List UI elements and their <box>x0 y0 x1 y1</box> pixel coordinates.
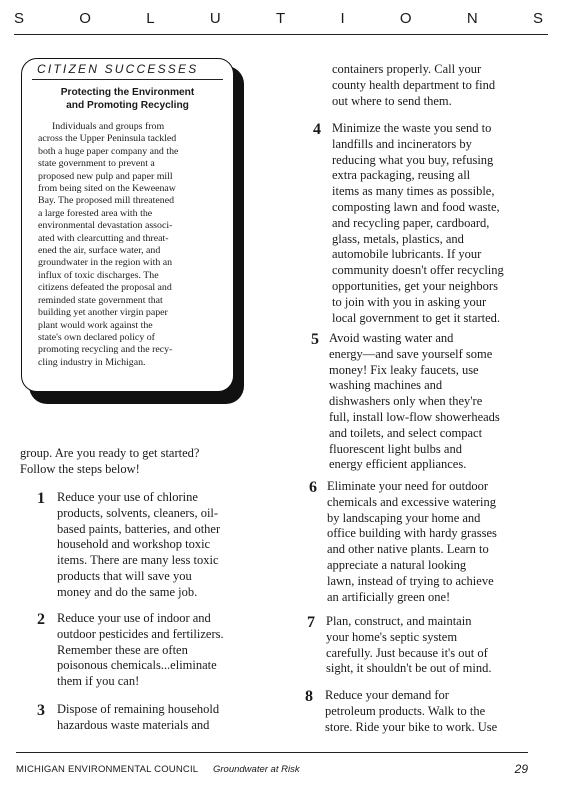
header-rule <box>14 34 548 35</box>
box-body-line: across the Upper Peninsula tackled <box>38 133 177 145</box>
box-body-line: promoting recycling and the recy- <box>38 344 173 356</box>
step-line: and toilets, and select compact <box>329 425 483 440</box>
step-line: reducing what you buy, refusing <box>332 152 494 167</box>
step-number: 7 <box>307 614 315 631</box>
step-line: poisonous chemicals...eliminate <box>57 658 217 673</box>
header-letter: O <box>79 10 92 27</box>
step-line: dishwashers only when they're <box>329 394 483 409</box>
step-line: store. Ride your bike to work. Use <box>325 719 498 734</box>
step-number: 2 <box>37 611 45 628</box>
box-body-line: both a huge paper company and the <box>38 145 179 157</box>
step-text <box>327 479 497 605</box>
intro-paragraph <box>20 446 199 478</box>
step-line: office building with hardy grasses <box>327 526 497 541</box>
box-body-line: reminded state government that <box>38 294 163 306</box>
box-body-line: from being sited on the Keweenaw <box>38 183 176 195</box>
step-line: Avoid wasting water and <box>329 331 454 345</box>
step-line: your home's septic system <box>326 629 458 644</box>
box-body-line: plant would work against the <box>38 319 153 331</box>
step-line: Reduce your use of chlorine <box>57 490 198 504</box>
box-body-line: groundwater in the region with an <box>38 257 173 269</box>
box-body-line: proposed new pulp and paper mill <box>38 170 173 182</box>
step-line: glass, metals, plastics, and <box>332 231 464 246</box>
box-body-line: Individuals and groups from <box>52 121 165 132</box>
box-body-line: Bay. The proposed mill threatened <box>38 195 175 207</box>
step-text <box>332 121 504 326</box>
step-line: and recycling paper, cardboard, <box>332 215 490 230</box>
step-line: an artificially green one! <box>327 589 451 604</box>
continued-paragraph <box>332 62 495 109</box>
header-letter: N <box>466 10 479 27</box>
step-line: them if you can! <box>57 674 140 689</box>
step-text <box>57 490 220 601</box>
step-line: products that will save you <box>57 568 192 583</box>
header-letter: T <box>276 10 287 27</box>
step-line: to join with you in asking your <box>332 294 487 309</box>
step-line: and other native plants. Learn to <box>327 542 489 557</box>
header-letter: I <box>340 10 346 27</box>
box-title <box>30 86 225 112</box>
step-line: local government to get it started. <box>332 310 501 325</box>
header-letter: L <box>146 10 156 27</box>
step-number: 4 <box>313 121 321 138</box>
step-text <box>57 702 219 734</box>
box-title-line: and Promoting Recycling <box>66 100 189 111</box>
step-line: outdoor pesticides and fertilizers. <box>57 626 224 641</box>
step-number: 3 <box>37 702 45 719</box>
box-body <box>38 121 221 369</box>
box-body-line: cling industry in Michigan. <box>38 356 146 368</box>
step-line: by landscaping your home and <box>327 510 481 525</box>
step-line: items. There are many less toxic <box>57 553 219 568</box>
step-line: community doesn't offer recycling <box>332 263 504 278</box>
box-body-line: citizens defeated the proposal and <box>38 282 172 294</box>
step-line: Plan, construct, and maintain <box>326 614 472 628</box>
intro-line: group. Are you ready to get started? <box>20 446 200 460</box>
step-line: products, solvents, cleaners, oil- <box>57 505 219 520</box>
box-kicker: CITIZEN SUCCESSES <box>37 62 199 76</box>
header-letter: O <box>399 10 413 27</box>
step-line: energy efficient appliances. <box>329 457 467 472</box>
footer-organization: MICHIGAN ENVIRONMENTAL COUNCIL <box>16 764 199 775</box>
page-footer <box>16 762 528 778</box>
step-line: money! Fix leaky faucets, use <box>329 362 479 377</box>
step-line: Eliminate your need for outdoor <box>327 479 489 493</box>
footer-rule <box>16 752 528 753</box>
step-line: carefully. Just because it's out of <box>326 645 488 660</box>
header-letter: S <box>532 10 544 27</box>
section-header <box>14 10 544 30</box>
box-body-line: a large forested area with the <box>38 207 153 219</box>
header-letter: U <box>209 10 222 27</box>
page-number: 29 <box>514 762 528 776</box>
header-letter: S <box>14 10 26 27</box>
intro-line: Follow the steps below! <box>20 461 140 476</box>
step-line: Reduce your use of indoor and <box>57 611 211 625</box>
step-line: Remember these are often <box>57 642 188 657</box>
box-body-line: ated with clearcutting and threat- <box>38 232 169 244</box>
step-line: composting lawn and food waste, <box>332 199 500 214</box>
step-line: sight, it shouldn't be out of mind. <box>326 661 492 676</box>
step-line: hazardous waste materials and <box>57 717 210 732</box>
step-line: money and do the same job. <box>57 584 198 599</box>
footer-publication: Groundwater at Risk <box>213 764 300 775</box>
box-body-line: building yet another virgin paper <box>38 307 168 319</box>
step-text <box>57 611 224 690</box>
step-number: 6 <box>309 479 317 496</box>
step-line: appreciate a natural looking <box>327 557 467 572</box>
box-title-line: Protecting the Environment <box>60 87 195 98</box>
step-line: automobile lubricants. If your <box>332 247 482 262</box>
box-rule <box>32 79 223 80</box>
step-line: Reduce your demand for <box>325 688 449 702</box>
step-text <box>326 614 491 677</box>
step-line: washing machines and <box>329 378 443 393</box>
box-body-line: state's own declared policy of <box>38 331 155 343</box>
step-line: energy—and save yourself some <box>329 346 493 361</box>
step-line: extra packaging, reusing all <box>332 168 471 183</box>
step-line: chemicals and excessive watering <box>327 494 497 509</box>
step-line: items as many times as possible, <box>332 184 495 199</box>
box-body-line: influx of toxic discharges. The <box>38 269 159 281</box>
step-line: landfills and incinerators by <box>332 136 472 151</box>
box-body-line: state government to prevent a <box>38 158 155 170</box>
citizen-successes-box <box>21 58 234 392</box>
continued-line: containers properly. Call your <box>332 62 482 76</box>
step-line: Dispose of remaining household <box>57 702 220 716</box>
step-line: opportunities, get your neighbors <box>332 278 498 293</box>
step-line: Minimize the waste you send to <box>332 121 492 135</box>
continued-line: county health department to find <box>332 77 496 92</box>
step-number: 1 <box>37 490 45 507</box>
step-text <box>329 331 500 473</box>
step-text <box>325 688 497 735</box>
continued-line: out where to send them. <box>332 93 452 108</box>
step-line: lawn, instead of trying to achieve <box>327 573 494 588</box>
box-body-line: environmental devastation associ- <box>38 220 173 232</box>
step-line: petroleum products. Walk to the <box>325 703 486 718</box>
step-line: fluorescent light bulbs and <box>329 441 462 456</box>
step-number: 5 <box>311 331 319 348</box>
step-line: based paints, batteries, and other <box>57 521 221 536</box>
step-number: 8 <box>305 688 313 705</box>
step-line: household and workshop toxic <box>57 537 211 552</box>
box-body-line: ened the air, surface water, and <box>38 245 161 257</box>
step-line: full, install low-flow showerheads <box>329 409 500 424</box>
